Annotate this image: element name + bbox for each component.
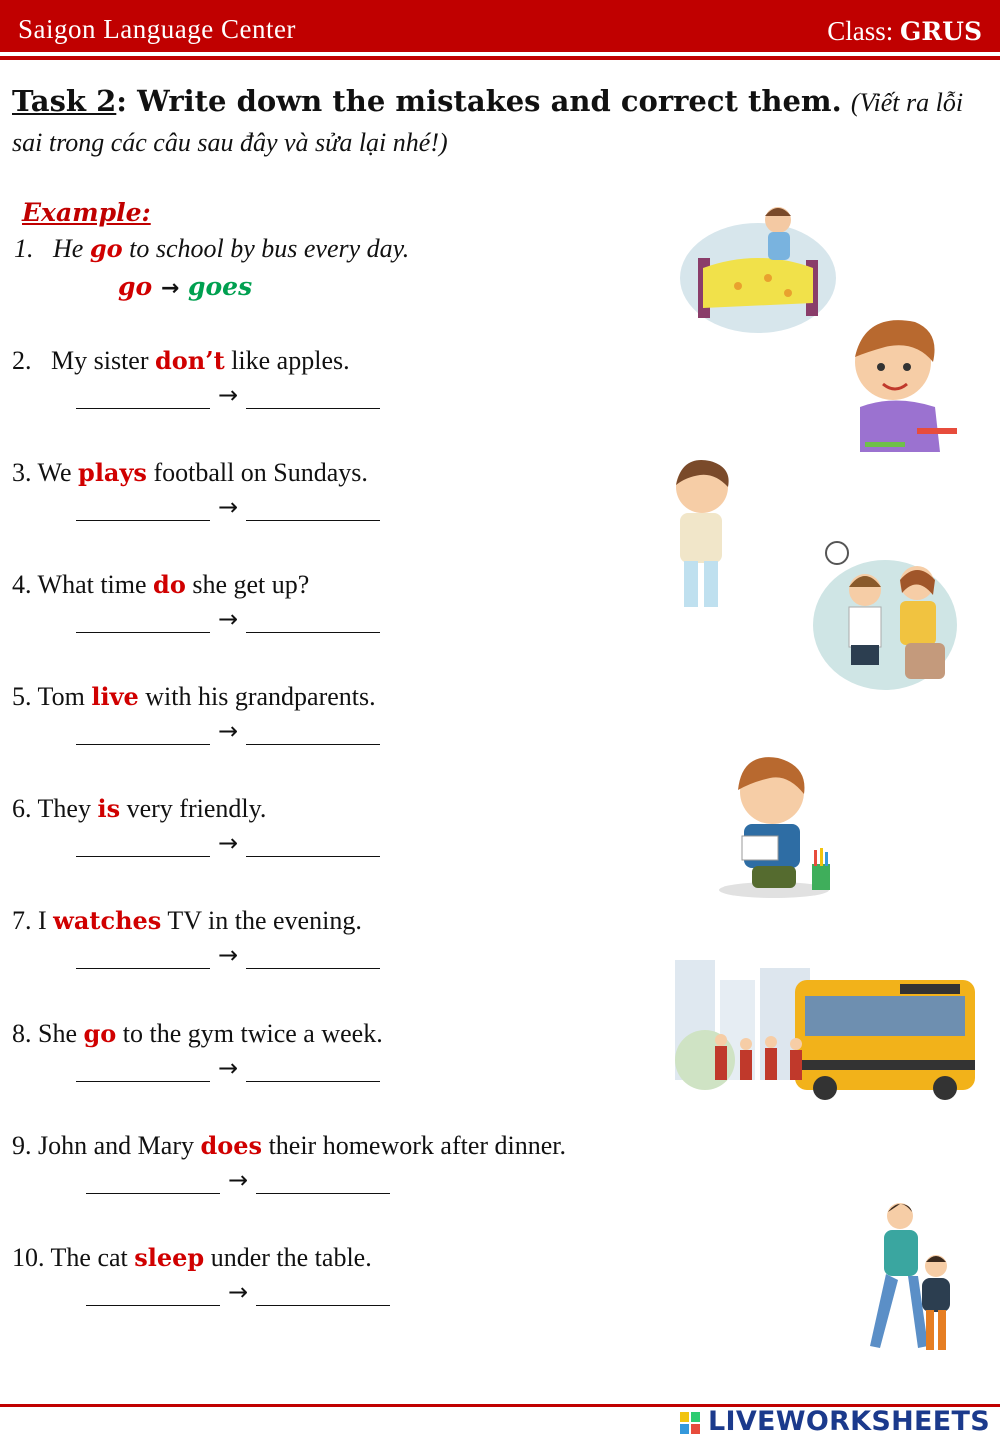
question-number: 7.	[12, 906, 32, 935]
example-right: goes	[188, 272, 253, 301]
question-sentence	[12, 1243, 372, 1273]
answer-row	[76, 604, 380, 633]
task-note: (Viết ra lỗi sai trong các câu sau đây và sửa lại nhé!)	[12, 88, 964, 157]
boy-writing-illustration	[712, 752, 842, 900]
correction-blank[interactable]	[246, 828, 380, 857]
question-text-before: What time	[37, 570, 154, 599]
example-answer	[118, 272, 252, 301]
class-prefix: Class:	[827, 16, 901, 46]
question-number: 6.	[12, 794, 32, 823]
class-name: GRUS	[900, 17, 982, 46]
answer-row	[76, 828, 380, 857]
question-text-after: under the table.	[204, 1243, 372, 1272]
correction-blank[interactable]	[256, 1165, 390, 1194]
mother-dressing-child-illustration	[805, 535, 965, 695]
boy-in-bed-illustration	[678, 198, 838, 334]
class-label	[827, 16, 982, 47]
answer-row	[86, 1277, 390, 1306]
mistake-blank[interactable]	[86, 1277, 220, 1306]
boy-brushing-teeth-illustration	[845, 312, 965, 462]
question-text-after: football on Sundays.	[146, 458, 368, 487]
example-error: go	[89, 234, 123, 263]
example-before: He	[53, 234, 90, 263]
mistake-blank[interactable]	[76, 380, 210, 409]
center-name: Saigon Language Center	[18, 14, 296, 44]
arrow-icon: →	[160, 276, 180, 301]
arrow-icon: →	[228, 1166, 249, 1194]
question-text-before: She	[38, 1019, 84, 1048]
correction-blank[interactable]	[246, 1053, 380, 1082]
answer-row	[76, 492, 380, 521]
boy-dressing-illustration	[660, 455, 740, 615]
question-error-word: sleep	[134, 1243, 205, 1272]
question-error-word: does	[200, 1131, 263, 1160]
mistake-blank[interactable]	[76, 492, 210, 521]
question-error-word: is	[97, 794, 121, 823]
brand-name: LIVEWORKSHEETS	[707, 1406, 990, 1437]
question-text-before: My sister	[51, 346, 155, 375]
arrow-icon: →	[218, 605, 239, 633]
mistake-blank[interactable]	[76, 828, 210, 857]
question-sentence	[12, 906, 362, 936]
question-number: 2.	[12, 346, 32, 375]
question-number: 9.	[12, 1131, 32, 1160]
question-text-after: she get up?	[185, 570, 310, 599]
example-wrong: go	[118, 272, 153, 301]
question-text-before: The cat	[50, 1243, 135, 1272]
header-bar	[0, 0, 1000, 52]
question-text-after: their homework after dinner.	[262, 1131, 567, 1160]
question-number: 8.	[12, 1019, 32, 1048]
arrow-icon: →	[218, 381, 239, 409]
question-number: 4.	[12, 570, 32, 599]
question-sentence	[12, 1131, 566, 1161]
arrow-icon: →	[218, 1054, 239, 1082]
question-sentence	[12, 794, 266, 824]
question-number: 3.	[12, 458, 32, 487]
task-title: : Write down the mistakes and correct them.	[116, 84, 842, 118]
answer-row	[76, 716, 380, 745]
question-error-word: go	[83, 1019, 117, 1048]
answer-row	[76, 1053, 380, 1082]
question-text-after: very friendly.	[120, 794, 267, 823]
mistake-blank[interactable]	[76, 1053, 210, 1082]
answer-row	[76, 940, 380, 969]
question-text-after: TV in the evening.	[161, 906, 362, 935]
question-text-before: I	[38, 906, 54, 935]
correction-blank[interactable]	[246, 940, 380, 969]
question-text-before: John and Mary	[38, 1131, 201, 1160]
question-error-word: do	[153, 570, 186, 599]
arrow-icon: →	[218, 717, 239, 745]
question-text-after: with his grandparents.	[138, 682, 376, 711]
mistake-blank[interactable]	[76, 940, 210, 969]
example-after: to school by bus every day.	[122, 234, 410, 263]
question-text-before: They	[37, 794, 98, 823]
example-number: 1.	[14, 234, 34, 263]
question-number: 5.	[12, 682, 32, 711]
question-number: 10.	[12, 1243, 45, 1272]
question-sentence	[12, 682, 376, 712]
correction-blank[interactable]	[246, 604, 380, 633]
question-error-word: don’t	[155, 346, 225, 375]
arrow-icon: →	[218, 493, 239, 521]
mistake-blank[interactable]	[86, 1165, 220, 1194]
question-sentence	[12, 570, 309, 600]
question-error-word: live	[91, 682, 139, 711]
question-text-before: We	[37, 458, 79, 487]
task-heading	[12, 82, 987, 162]
answer-row	[76, 380, 380, 409]
question-sentence	[12, 458, 368, 488]
question-text-after: to the gym twice a week.	[116, 1019, 383, 1048]
school-bus-illustration	[665, 950, 995, 1100]
correction-blank[interactable]	[246, 492, 380, 521]
task-number: Task 2	[12, 84, 117, 118]
question-text-before: Tom	[37, 682, 92, 711]
mistake-blank[interactable]	[76, 604, 210, 633]
question-sentence	[12, 346, 350, 376]
arrow-icon: →	[218, 941, 239, 969]
answer-row	[86, 1165, 390, 1194]
correction-blank[interactable]	[246, 716, 380, 745]
question-error-word: plays	[78, 458, 147, 487]
example-label: Example:	[22, 198, 151, 227]
mistake-blank[interactable]	[76, 716, 210, 745]
question-error-word: watches	[53, 906, 162, 935]
mother-walking-child-illustration	[848, 1196, 968, 1362]
correction-blank[interactable]	[246, 380, 380, 409]
header-divider	[0, 56, 1000, 60]
arrow-icon: →	[218, 829, 239, 857]
correction-blank[interactable]	[256, 1277, 390, 1306]
question-text-after: like apples.	[224, 346, 350, 375]
arrow-icon: →	[228, 1278, 249, 1306]
question-sentence	[12, 1019, 383, 1049]
liveworksheets-logo-icon	[680, 1412, 700, 1434]
example-sentence	[14, 234, 409, 264]
